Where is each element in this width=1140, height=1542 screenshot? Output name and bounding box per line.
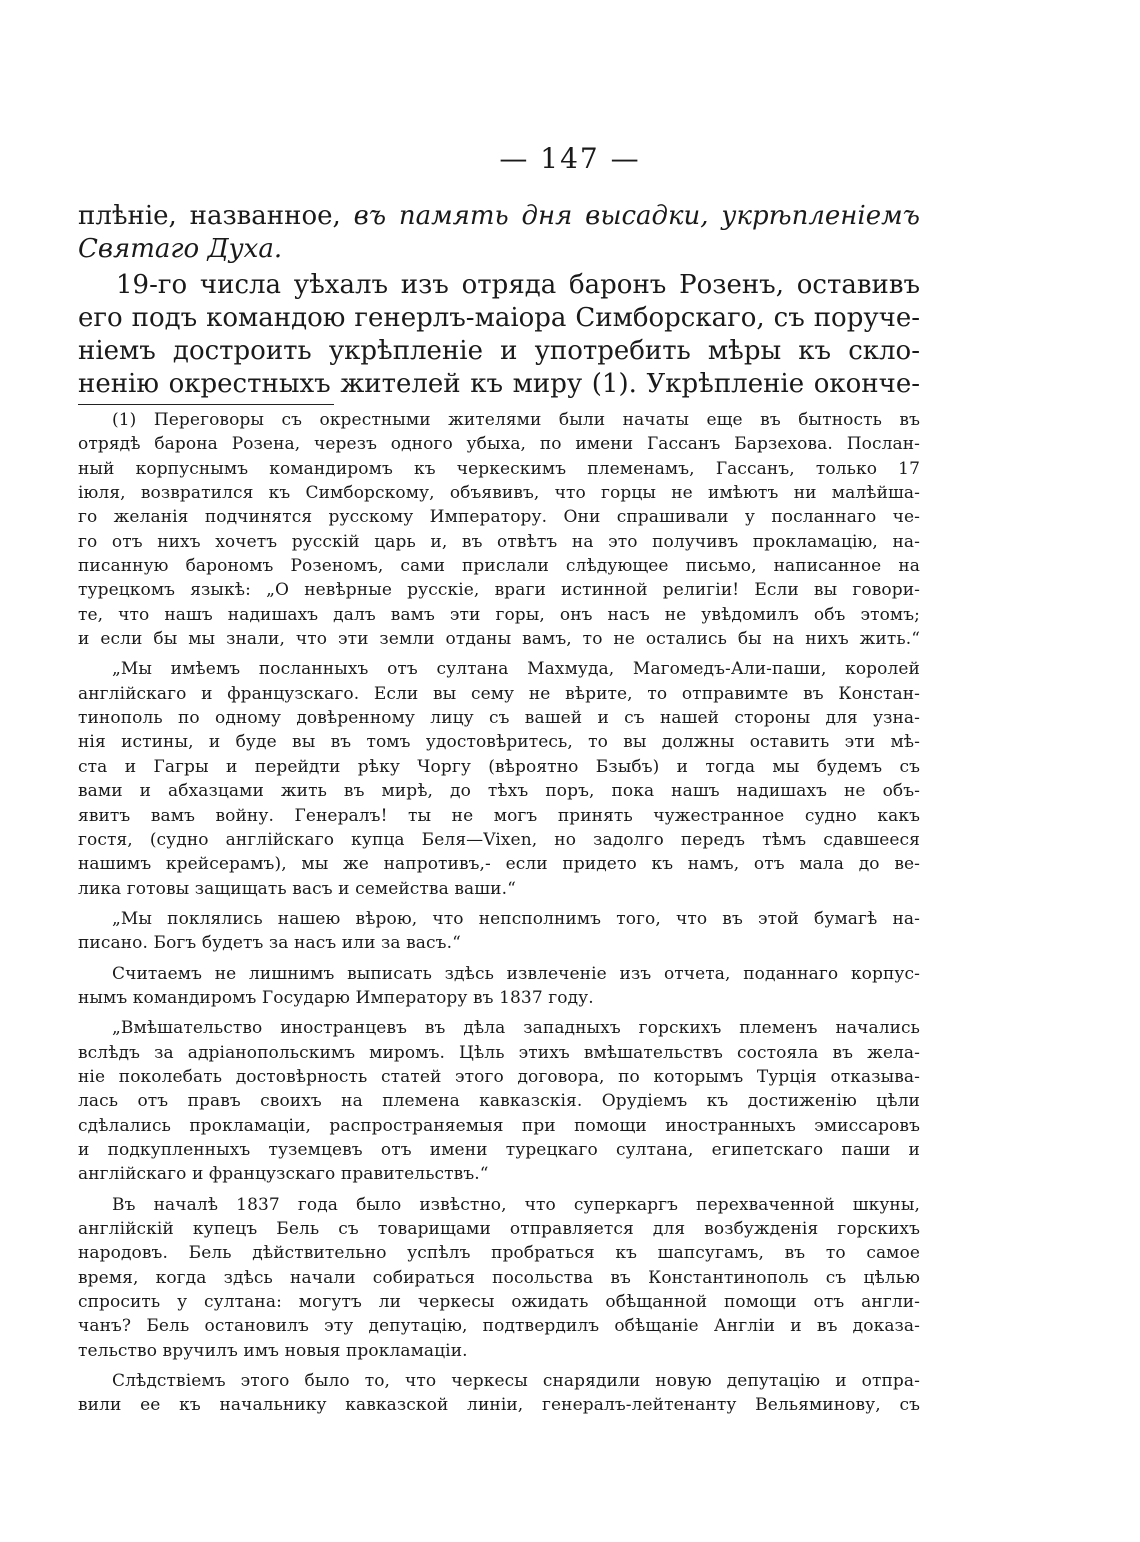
footnote-line: писано. Богъ будетъ за насъ или за васъ.“ — [78, 933, 461, 954]
footnote-paragraph-4 — [78, 962, 920, 1011]
footnote-line: гостя, (судно англійскаго купца Беля—Vixen, но задолго передъ тѣмъ сдавшееся — [78, 829, 920, 850]
footnote-line: ніе поколебать достовѣрность статей этого договора, по которымъ Турція отказыва- — [78, 1066, 920, 1087]
footnote-line: писанную барономъ Розеномъ, сами прислали слѣдующее письмо, написанное на — [78, 556, 920, 577]
footnote-line: „Мы поклялись нашею вѣрою, что непсполнимъ того, что въ этой бумагѣ на- — [112, 908, 920, 929]
footnote-line: те, что нашъ надишахъ далъ вамъ эти горы, онъ насъ не увѣдомилъ объ этомъ; — [78, 604, 920, 625]
footnote-line: „Вмѣшательство иностранцевъ въ дѣла западныхъ горскихъ племенъ началиcь — [112, 1018, 920, 1039]
footnote-line: англійскаго и французскаго. Если вы сему не вѣрите, то отправимте въ Констан- — [78, 683, 920, 704]
footnote-line: „Мы имѣемъ посланныхъ отъ султана Махмуда, Магомедъ-Али-паши, королей — [112, 659, 920, 680]
footnote-line: нашимъ крейсерамъ), мы же напротивъ,- если придето къ намъ, отъ мала до ве- — [78, 854, 920, 875]
footnote-line: вили ее къ начальнику кавказской линіи, генералъ-лейтенанту Вельяминову, съ — [78, 1395, 920, 1416]
footnote-line: тельство вручилъ имъ новыя прокламаціи. — [78, 1340, 468, 1361]
footnote-line: лась отъ правъ своихъ на племена кавказскія. Орудіемъ къ достиженію цѣли — [78, 1091, 920, 1112]
footnote-line: явитъ вамъ войну. Генералъ! ты не могъ принять чужестранное судно какъ — [78, 805, 920, 826]
footnote-line: вами и абхазцами жить въ мирѣ, до тѣхъ поръ, пока нашъ надишахъ не объ- — [78, 781, 920, 802]
footnote-line: ста и Гагры и перейдти рѣку Чоргу (вѣроятно Бзыбъ) и тогда мы будемъ съ — [78, 756, 920, 777]
footnote-line: сдѣлались прокламаціи, распространяемыя при помощи иностранныхъ эмиссаровъ — [78, 1115, 920, 1136]
footnote-paragraph-3 — [78, 907, 920, 956]
main-paragraph-line: 19-го числа уѣхалъ изъ отряда баронъ Розенъ, оставивъ — [116, 270, 920, 300]
footnote-line: народовъ. Бель дѣйствительно успѣлъ пробраться къ шапсугамъ, въ то самое — [78, 1243, 920, 1264]
footnote-line: чанъ? Бель остановилъ эту депутацію, подтвердилъ обѣщаніе Англіи и въ доказа- — [78, 1316, 920, 1337]
footnote-line: тинополь по одному довѣренному лицу съ вашей и съ нашей стороны для узна- — [78, 708, 920, 729]
page-number: — 147 — — [499, 142, 641, 175]
footnote-line: нымъ командиромъ Государю Императору въ 1837 году. — [78, 987, 594, 1008]
footnote-line: спросить у султана: могутъ ли черкесы ожидать обѣщанной помощи отъ англи- — [78, 1292, 920, 1313]
footnote-line: го отъ нихъ хочетъ русскій царь и, въ отвѣтъ на это получивъ прокламацію, на- — [78, 531, 920, 552]
footnote-line: лика готовы защищать васъ и семейства ваши.“ — [78, 878, 516, 899]
main-text — [78, 200, 920, 401]
footnote-line: го желанія подчинятся русскому Императору. Они спрашивали у посланнаго че- — [78, 507, 920, 528]
footnote-line: (1) Переговоры съ окрестными жителями были начаты еще въ бытность въ — [112, 410, 920, 430]
main-paragraph-line: ніемъ достроить укрѣпленіе и употребить мѣры къ склo- — [78, 336, 920, 366]
footnote-line: и подкупленныхъ туземцевъ отъ имени турецкаго султана, египетскаго паши и — [78, 1139, 920, 1160]
footnote-paragraph-2 — [78, 657, 920, 900]
footnote-line: англійскій купецъ Бель съ товарищами отправляется для возбужденія горскихъ — [78, 1219, 920, 1239]
footnote-line: отрядѣ барона Розена, черезъ одного убыха, по имени Гассанъ Барзехова. Послан- — [78, 434, 920, 455]
footnote-paragraph-6 — [78, 1193, 920, 1363]
footnote-line: ный корпуснымъ командиромъ къ черкескимъ племенамъ, Гассанъ, только 17 — [78, 458, 920, 479]
footnote-line: и если бы мы знали, что эти земли отданы вамъ, то не остались бы на нихъ жить.“ — [78, 629, 920, 650]
footnote-line: Считаемъ не лишнимъ выписать здѣсь извлеченіе изъ отчета, поданнаго корпус- — [112, 963, 920, 984]
footnote-paragraph-1 — [78, 408, 920, 651]
footnote-line: вслѣдъ за адріанопольскимъ миромъ. Цѣль этихъ вмѣшательствъ состояла въ жела- — [78, 1042, 920, 1063]
footnote-line: Въ началѣ 1837 года было извѣстно, что суперкаргъ перехваченной шкуны, — [112, 1194, 920, 1215]
main-line-2: Святаго Духа. — [78, 234, 283, 264]
footnote-line: турецкомъ языкѣ: „О невѣрные русскіе, враги истинной религіи! Если вы говори- — [78, 580, 920, 601]
footnote-paragraph-5 — [78, 1016, 920, 1186]
main-paragraph-line: ненію окрестныхъ жителей къ миру (1). Укрѣпленіе оконче- — [78, 369, 920, 399]
footnote-paragraph-7 — [78, 1369, 920, 1418]
footnote-line: англійскаго и французскаго правительствъ.“ — [78, 1164, 489, 1185]
footnote-line: нія истины, и буде вы въ томъ удостовѣритесь, то вы должны оставить эти мѣ- — [78, 732, 920, 753]
footnote-line: время, когда здѣсь начали собираться посольства въ Константинополь съ цѣлью — [78, 1267, 920, 1288]
footnote-divider — [78, 404, 334, 405]
footnote-line: Слѣдствіемъ этого было то, что черкесы снарядили новую депутацію и отпра- — [112, 1371, 920, 1392]
main-paragraph-line: его подъ командою генерлъ-маіора Симборскаго, съ поруче- — [78, 303, 920, 333]
main-line-1: плѣніе, названное, въ память дня высадки, укрѣпленіемъ — [78, 201, 920, 231]
footnote-line: іюля, возвратился къ Симборскому, объявивъ, что горцы не имѣютъ ни малѣйша- — [78, 483, 920, 504]
footnote — [78, 408, 920, 1418]
